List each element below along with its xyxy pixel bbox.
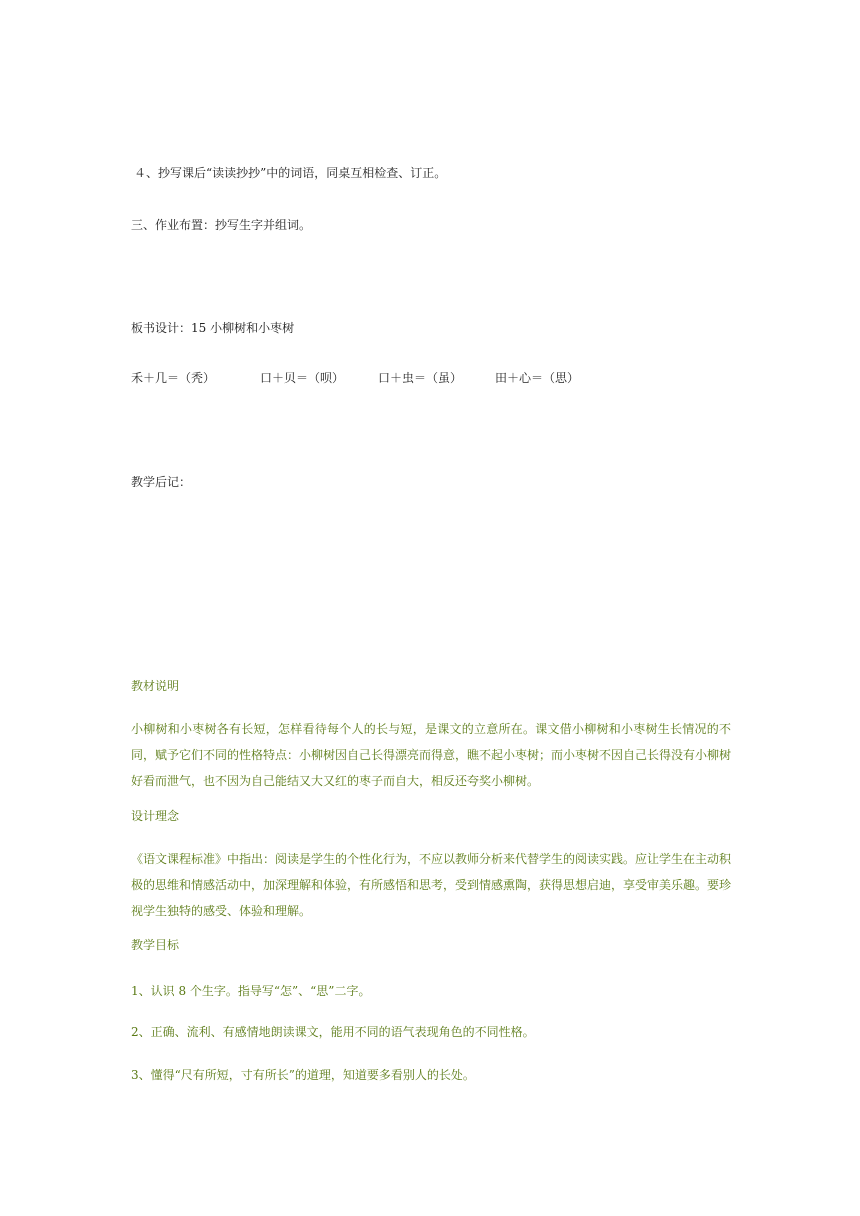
teaching-afterword-label: 教学后记： (131, 475, 192, 489)
homework-text: 三、作业布置：抄写生字并组词。 (131, 218, 312, 232)
formula-item: 禾＋几＝（秃） (131, 371, 216, 385)
step-4-text: ４、抄写课后“读读抄抄”中的词语，同桌互相检查、订正。 (134, 166, 447, 180)
formula-item: 口＋贝＝（呗） (260, 371, 345, 385)
goal-item: 2、正确、流利、有感情地朗读课文，能用不同的语气表现角色的不同性格。 (131, 1025, 535, 1039)
goals-heading: 教学目标 (131, 938, 180, 952)
concept-heading: 设计理念 (131, 809, 180, 823)
material-paragraph: 小柳树和小枣树各有长短，怎样看待每个人的长与短，是课文的立意所在。课文借小柳树和小枣树生长情况的不同，赋予它们不同的性格特点：小柳树因自己长得漂亮而得意，瞧不起小枣树；而小枣树不因自己长得没有小柳树好看而泄气，也不因为自己能结又大又红的枣子而自大，相反还夸奖小柳树。 (131, 722, 732, 788)
board-design-title: 板书设计：15 小柳树和小枣树 (131, 321, 295, 335)
board-formulas (131, 371, 731, 385)
formula-item: 口＋虫＝（虽） (378, 371, 463, 385)
concept-paragraph: 《语文课程标准》中指出：阅读是学生的个性化行为，不应以教师分析来代替学生的阅读实践。应让学生在主动积极的思维和情感活动中，加深理解和体验，有所感悟和思考，受到情感熏陶，获得思想启迪，享受审美乐趣。要珍视学生独特的感受、体验和理解。 (131, 852, 732, 918)
goal-item: 3、懂得“尺有所短，寸有所长”的道理，知道要多看别人的长处。 (131, 1068, 475, 1082)
goal-item: 1、认识 8 个生字。指导写“怎”、“思”二字。 (131, 984, 371, 998)
formula-item: 田＋心＝（思） (495, 371, 580, 385)
material-heading: 教材说明 (131, 679, 180, 693)
